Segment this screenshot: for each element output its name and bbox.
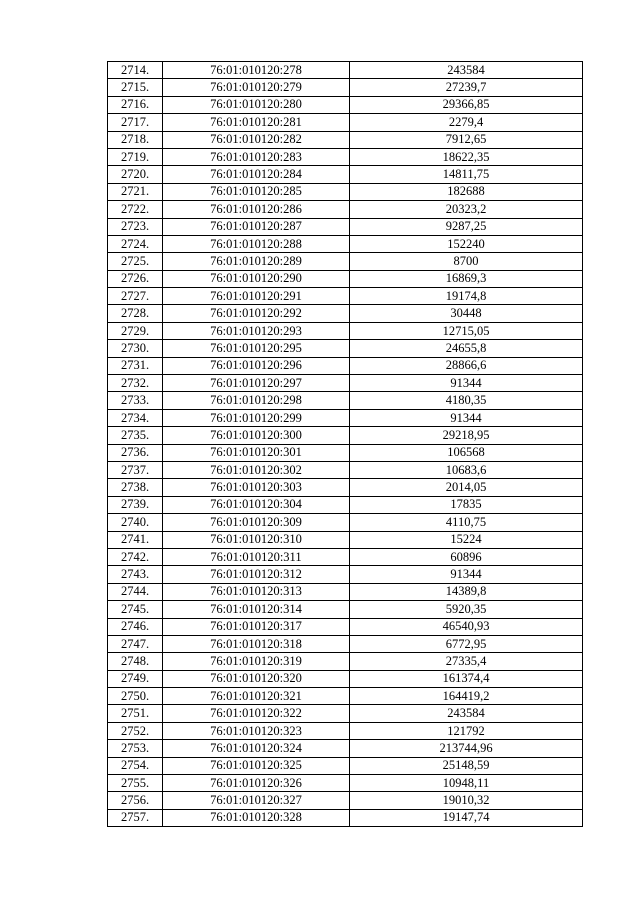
row-number-cell: 2722. [108,201,163,218]
table-row [108,392,583,409]
cadastral-value-cell: 91344 [350,409,583,426]
table-row [108,548,583,565]
cadastral-value-cell: 24655,8 [350,340,583,357]
cadastral-number-cell: 76:01:010120:290 [163,270,350,287]
table-row [108,809,583,826]
cadastral-number-cell: 76:01:010120:314 [163,601,350,618]
cadastral-number-cell: 76:01:010120:295 [163,340,350,357]
cadastral-number-cell: 76:01:010120:293 [163,322,350,339]
table-row [108,635,583,652]
table-body [108,62,583,827]
cadastral-value-cell: 4110,75 [350,514,583,531]
cadastral-number-cell: 76:01:010120:326 [163,775,350,792]
table-row [108,757,583,774]
cadastral-value-cell: 46540,93 [350,618,583,635]
table-row [108,688,583,705]
row-number-cell: 2739. [108,496,163,513]
cadastral-number-cell: 76:01:010120:292 [163,305,350,322]
cadastral-number-cell: 76:01:010120:299 [163,409,350,426]
row-number-cell: 2757. [108,809,163,826]
row-number-cell: 2720. [108,166,163,183]
table-row [108,375,583,392]
cadastral-value-cell: 91344 [350,566,583,583]
cadastral-value-cell: 10948,11 [350,775,583,792]
cadastral-value-cell: 8700 [350,253,583,270]
row-number-cell: 2755. [108,775,163,792]
cadastral-number-cell: 76:01:010120:286 [163,201,350,218]
cadastral-number-cell: 76:01:010120:297 [163,375,350,392]
cadastral-number-cell: 76:01:010120:281 [163,114,350,131]
row-number-cell: 2737. [108,461,163,478]
row-number-cell: 2751. [108,705,163,722]
row-number-cell: 2754. [108,757,163,774]
row-number-cell: 2744. [108,583,163,600]
row-number-cell: 2731. [108,357,163,374]
cadastral-value-cell: 19147,74 [350,809,583,826]
cadastral-number-cell: 76:01:010120:289 [163,253,350,270]
cadastral-number-cell: 76:01:010120:291 [163,288,350,305]
row-number-cell: 2715. [108,79,163,96]
row-number-cell: 2723. [108,218,163,235]
row-number-cell: 2753. [108,740,163,757]
cadastral-number-cell: 76:01:010120:324 [163,740,350,757]
row-number-cell: 2750. [108,688,163,705]
cadastral-value-cell: 14811,75 [350,166,583,183]
table-row [108,305,583,322]
cadastral-value-cell: 213744,96 [350,740,583,757]
row-number-cell: 2738. [108,479,163,496]
table-row [108,148,583,165]
table-row [108,288,583,305]
row-number-cell: 2742. [108,548,163,565]
cadastral-number-cell: 76:01:010120:304 [163,496,350,513]
cadastral-value-cell: 182688 [350,183,583,200]
cadastral-number-cell: 76:01:010120:325 [163,757,350,774]
cadastral-number-cell: 76:01:010120:300 [163,427,350,444]
table-row [108,583,583,600]
cadastral-value-cell: 27239,7 [350,79,583,96]
row-number-cell: 2756. [108,792,163,809]
table-row [108,618,583,635]
table-row [108,201,583,218]
cadastral-number-cell: 76:01:010120:310 [163,531,350,548]
cadastral-number-cell: 76:01:010120:323 [163,722,350,739]
cadastral-number-cell: 76:01:010120:280 [163,96,350,113]
table-row [108,444,583,461]
row-number-cell: 2729. [108,322,163,339]
cadastral-value-cell: 20323,2 [350,201,583,218]
cadastral-number-cell: 76:01:010120:311 [163,548,350,565]
cadastral-value-cell: 121792 [350,722,583,739]
cadastral-number-cell: 76:01:010120:287 [163,218,350,235]
row-number-cell: 2752. [108,722,163,739]
cadastral-value-cell: 91344 [350,375,583,392]
cadastral-value-cell: 27335,4 [350,653,583,670]
table-row [108,357,583,374]
table-row [108,514,583,531]
cadastral-value-cell: 2279,4 [350,114,583,131]
cadastral-value-table [107,61,583,827]
cadastral-number-cell: 76:01:010120:282 [163,131,350,148]
cadastral-value-cell: 16869,3 [350,270,583,287]
cadastral-number-cell: 76:01:010120:313 [163,583,350,600]
cadastral-number-cell: 76:01:010120:298 [163,392,350,409]
table-row [108,340,583,357]
cadastral-value-cell: 25148,59 [350,757,583,774]
cadastral-value-cell: 15224 [350,531,583,548]
cadastral-value-cell: 6772,95 [350,635,583,652]
row-number-cell: 2724. [108,235,163,252]
cadastral-value-cell: 14389,8 [350,583,583,600]
row-number-cell: 2726. [108,270,163,287]
cadastral-value-cell: 4180,35 [350,392,583,409]
cadastral-value-cell: 161374,4 [350,670,583,687]
table-row [108,427,583,444]
cadastral-number-cell: 76:01:010120:321 [163,688,350,705]
row-number-cell: 2714. [108,62,163,79]
table-row [108,409,583,426]
cadastral-number-cell: 76:01:010120:278 [163,62,350,79]
cadastral-number-cell: 76:01:010120:296 [163,357,350,374]
table-row [108,62,583,79]
cadastral-number-cell: 76:01:010120:320 [163,670,350,687]
cadastral-number-cell: 76:01:010120:303 [163,479,350,496]
row-number-cell: 2725. [108,253,163,270]
cadastral-value-cell: 60896 [350,548,583,565]
cadastral-number-cell: 76:01:010120:328 [163,809,350,826]
cadastral-number-cell: 76:01:010120:285 [163,183,350,200]
row-number-cell: 2730. [108,340,163,357]
table-row [108,131,583,148]
table-row [108,96,583,113]
row-number-cell: 2748. [108,653,163,670]
table-row [108,740,583,757]
cadastral-value-cell: 152240 [350,235,583,252]
row-number-cell: 2735. [108,427,163,444]
row-number-cell: 2749. [108,670,163,687]
table-row [108,218,583,235]
table-row [108,792,583,809]
table-row [108,114,583,131]
row-number-cell: 2718. [108,131,163,148]
table-row [108,670,583,687]
cadastral-number-cell: 76:01:010120:322 [163,705,350,722]
table-row [108,775,583,792]
row-number-cell: 2736. [108,444,163,461]
row-number-cell: 2728. [108,305,163,322]
cadastral-value-cell: 12715,05 [350,322,583,339]
table-row [108,235,583,252]
table-row [108,322,583,339]
cadastral-value-cell: 17835 [350,496,583,513]
cadastral-number-cell: 76:01:010120:318 [163,635,350,652]
cadastral-value-cell: 106568 [350,444,583,461]
table-row [108,166,583,183]
table-row [108,566,583,583]
row-number-cell: 2716. [108,96,163,113]
cadastral-number-cell: 76:01:010120:309 [163,514,350,531]
row-number-cell: 2732. [108,375,163,392]
table-row [108,601,583,618]
row-number-cell: 2719. [108,148,163,165]
table-row [108,461,583,478]
cadastral-number-cell: 76:01:010120:279 [163,79,350,96]
table-row [108,653,583,670]
cadastral-value-cell: 5920,35 [350,601,583,618]
cadastral-number-cell: 76:01:010120:288 [163,235,350,252]
row-number-cell: 2745. [108,601,163,618]
row-number-cell: 2746. [108,618,163,635]
row-number-cell: 2717. [108,114,163,131]
table-row [108,479,583,496]
cadastral-value-cell: 30448 [350,305,583,322]
cadastral-value-cell: 29366,85 [350,96,583,113]
cadastral-value-cell: 29218,95 [350,427,583,444]
cadastral-number-cell: 76:01:010120:284 [163,166,350,183]
row-number-cell: 2740. [108,514,163,531]
cadastral-number-cell: 76:01:010120:283 [163,148,350,165]
cadastral-number-cell: 76:01:010120:319 [163,653,350,670]
cadastral-number-cell: 76:01:010120:312 [163,566,350,583]
row-number-cell: 2743. [108,566,163,583]
table-row [108,183,583,200]
cadastral-value-cell: 243584 [350,705,583,722]
row-number-cell: 2747. [108,635,163,652]
row-number-cell: 2721. [108,183,163,200]
cadastral-value-cell: 18622,35 [350,148,583,165]
cadastral-number-cell: 76:01:010120:327 [163,792,350,809]
cadastral-number-cell: 76:01:010120:301 [163,444,350,461]
cadastral-value-cell: 2014,05 [350,479,583,496]
cadastral-value-cell: 28866,6 [350,357,583,374]
cadastral-value-cell: 243584 [350,62,583,79]
table-row [108,531,583,548]
row-number-cell: 2727. [108,288,163,305]
cadastral-number-cell: 76:01:010120:317 [163,618,350,635]
cadastral-number-cell: 76:01:010120:302 [163,461,350,478]
table-row [108,705,583,722]
table-row [108,496,583,513]
row-number-cell: 2741. [108,531,163,548]
cadastral-value-cell: 19010,32 [350,792,583,809]
table-row [108,253,583,270]
cadastral-value-cell: 164419,2 [350,688,583,705]
table-row [108,79,583,96]
cadastral-value-cell: 19174,8 [350,288,583,305]
cadastral-value-cell: 7912,65 [350,131,583,148]
cadastral-value-cell: 10683,6 [350,461,583,478]
table-row [108,722,583,739]
row-number-cell: 2734. [108,409,163,426]
row-number-cell: 2733. [108,392,163,409]
cadastral-value-cell: 9287,25 [350,218,583,235]
table-row [108,270,583,287]
